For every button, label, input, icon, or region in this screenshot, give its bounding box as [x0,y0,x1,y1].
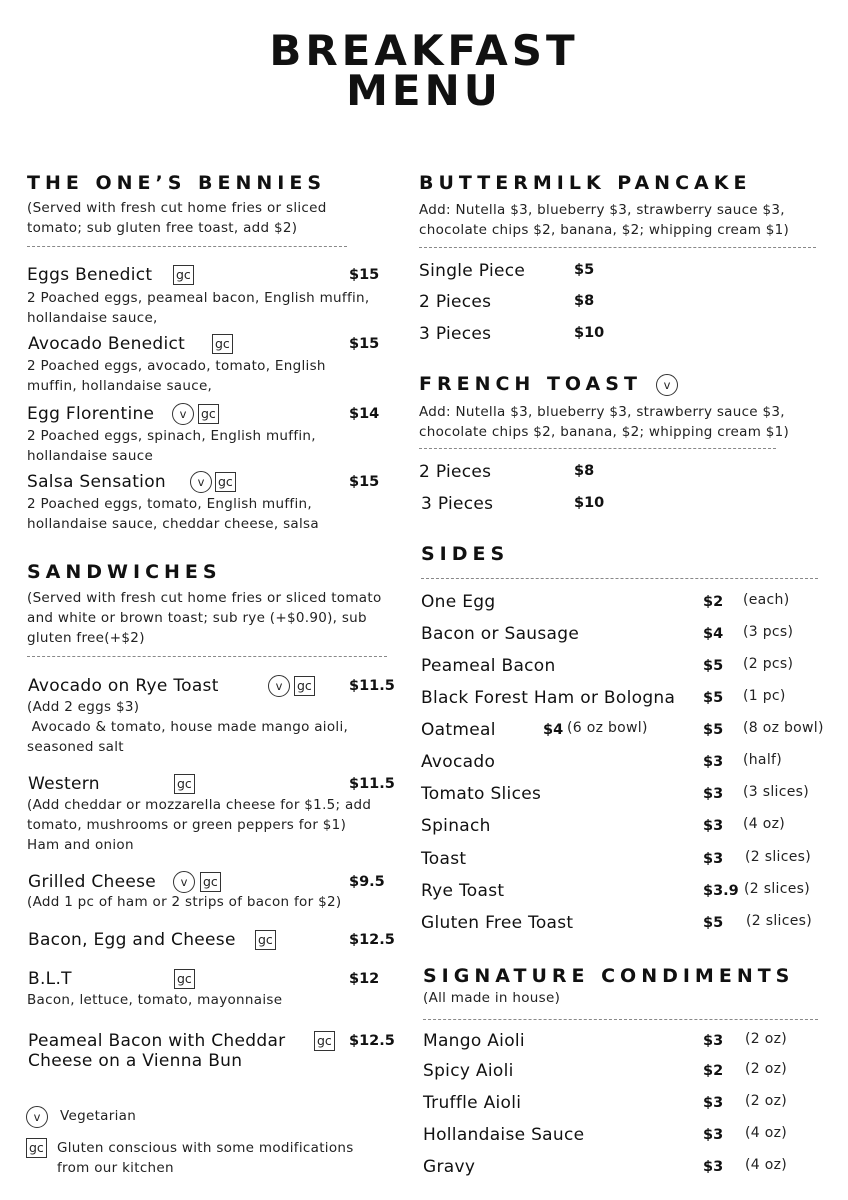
condiment-item-price: $3 [703,1159,724,1175]
menu-item-description: 2 Poached eggs, avocado, tomato, English muffin, hollandaise sauce, [27,358,326,394]
condiment-item-quantity: (4 oz) [745,1125,787,1141]
side-item-price: $5 [703,658,724,674]
menu-item-name: 2 Pieces [419,292,492,312]
side-item-price: $3.9 [703,883,739,899]
vegetarian-icon: v [190,471,212,493]
condiments-divider [423,1019,818,1020]
sandwiches-divider [27,656,387,657]
bennies-note: (Served with fresh cut home fries or sliced tomato; sub gluten free toast, add $2) [27,200,327,236]
sides-section-title: SIDES [421,543,510,565]
menu-item-price: $8 [574,293,595,309]
side-item-name: Avocado [421,752,496,772]
menu-item-description: 2 Poached eggs, peameal bacon, English muffin, hollandaise sauce, [27,290,370,326]
condiment-item-quantity: (2 oz) [745,1031,787,1047]
side-item-quantity: (3 pcs) [743,624,794,640]
side-item-name: Toast [421,849,467,869]
gluten-conscious-legend-icon: gc [26,1138,47,1158]
menu-item-description: Ham and onion [27,837,134,853]
menu-item-name: Egg Florentine [27,404,155,424]
menu-item-addon: (Add 1 pc of ham or 2 strips of bacon for $2) [27,894,342,910]
side-item-quantity: (each) [743,592,790,608]
condiments-section-title: SIGNATURE CONDIMENTS [423,965,795,987]
side-item-name: Peameal Bacon [421,656,556,676]
gluten-conscious-icon: gc [314,1031,335,1051]
side-item-price: $3 [703,851,724,867]
side-item-price: $5 [703,915,724,931]
french-toast-divider [419,448,776,449]
french-toast-note: Add: Nutella $3, blueberry $3, strawberry sauce $3, chocolate chips $2, banana, $2; whipping cream $1) [419,404,790,440]
side-item-quantity: (3 slices) [743,784,809,800]
gluten-conscious-icon: gc [200,872,221,892]
side-item-price: $4 [703,626,724,642]
gluten-conscious-legend-text: Gluten conscious with some modifications [57,1140,354,1156]
menu-item-name: 3 Pieces [421,494,494,514]
menu-item-name: Bacon, Egg and Cheese [28,930,236,950]
side-item-name: One Egg [421,592,496,612]
menu-item-name: Peameal Bacon with Cheddar [28,1031,286,1051]
menu-item-name: B.L.T [28,969,72,989]
menu-item-price: $15 [349,267,380,283]
menu-item-name: 2 Pieces [419,462,492,482]
side-item-name: Bacon or Sausage [421,624,580,644]
menu-item-name: Avocado on Rye Toast [28,676,219,696]
sandwiches-section-title: SANDWICHES [27,561,222,583]
gluten-conscious-icon: gc [174,774,195,794]
menu-item-price: $15 [349,474,380,490]
condiment-item-quantity: (2 oz) [745,1061,787,1077]
sandwiches-note: (Served with fresh cut home fries or sliced tomato and white or brown toast; sub rye (+$0.90), sub gluten free(+$2) [27,590,382,646]
menu-item-price: $14 [349,406,380,422]
gluten-conscious-icon: gc [174,969,195,989]
pancake-section-title: BUTTERMILK PANCAKE [419,172,752,194]
menu-item-price: $8 [574,463,595,479]
menu-item-name: 3 Pieces [419,324,492,344]
menu-item-name: Salsa Sensation [27,472,166,492]
menu-item-name: Avocado Benedict [28,334,186,354]
side-item-quantity: (2 pcs) [743,656,794,672]
vegetarian-icon: v [173,871,195,893]
condiment-item-price: $3 [703,1127,724,1143]
bennies-section-title: THE ONE’S BENNIES [27,172,327,194]
menu-item-price: $9.5 [349,874,385,890]
menu-item-addon: (Add 2 eggs $3) [27,699,140,715]
condiment-item-name: Hollandaise Sauce [423,1125,585,1145]
vegetarian-icon: v [268,675,290,697]
side-item-name: Black Forest Ham or Bologna [421,688,676,708]
side-item-quantity: (2 slices) [746,913,812,929]
menu-item-description: 2 Poached eggs, spinach, English muffin, hollandaise sauce [27,428,316,464]
condiment-item-price: $3 [703,1095,724,1111]
condiment-item-name: Gravy [423,1157,476,1177]
condiment-item-quantity: (2 oz) [745,1093,787,1109]
menu-item-price: $11.5 [349,776,395,792]
menu-item-name: Grilled Cheese [28,872,157,892]
side-item-price: $3 [703,818,724,834]
vegetarian-icon: v [172,403,194,425]
side-item-quantity: (2 slices) [745,849,811,865]
side-item-name: Oatmeal [421,720,496,740]
side-item-name: Rye Toast [421,881,505,901]
menu-item-price: $11.5 [349,678,395,694]
side-item-small-price: $4 [543,722,564,738]
side-item-small-quantity: (6 oz bowl) [567,720,648,736]
bennies-divider [27,246,347,247]
side-item-quantity: (half) [743,752,782,768]
menu-title-line1: BREAKFAST [269,26,579,75]
side-item-name: Gluten Free Toast [421,913,574,933]
menu-item-description: Bacon, lettuce, tomato, mayonnaise [27,992,283,1008]
gluten-conscious-icon: gc [212,334,233,354]
side-item-price: $3 [703,754,724,770]
menu-item-name: Western [28,774,100,794]
menu-item-price: $12 [349,971,380,987]
condiment-item-price: $3 [703,1033,724,1049]
gluten-conscious-icon: gc [198,404,219,424]
menu-item-price: $10 [574,325,605,341]
pancake-note: Add: Nutella $3, blueberry $3, strawberry sauce $3, chocolate chips $2, banana, $2; whipping cream $1) [419,202,790,238]
menu-item-price: $15 [349,336,380,352]
side-item-price: $3 [703,786,724,802]
vegetarian-legend-icon: v [26,1106,48,1128]
condiment-item-name: Truffle Aioli [423,1093,522,1113]
condiment-item-quantity: (4 oz) [745,1157,787,1173]
gluten-conscious-legend-text-line2: from our kitchen [57,1160,174,1176]
menu-item-name-line2: Cheese on a Vienna Bun [28,1051,243,1071]
condiment-item-price: $2 [703,1063,724,1079]
side-item-name: Tomato Slices [421,784,542,804]
menu-item-price: $10 [574,495,605,511]
menu-item-name: Single Piece [419,261,526,281]
pancake-divider [419,247,816,248]
menu-item-description: Avocado & tomato, house made mango aioli, seasoned salt [27,719,353,755]
vegetarian-icon: v [656,374,678,396]
side-item-quantity: (4 oz) [743,816,785,832]
gluten-conscious-icon: gc [215,472,236,492]
gluten-conscious-icon: gc [173,265,194,285]
side-item-price: $5 [703,722,724,738]
side-item-price: $5 [703,690,724,706]
menu-item-name: Eggs Benedict [27,265,153,285]
side-item-quantity: (1 pc) [743,688,786,704]
side-item-price: $2 [703,594,724,610]
sides-divider [421,578,818,579]
menu-item-price: $12.5 [349,932,395,948]
menu-item-price: $12.5 [349,1033,395,1049]
condiment-item-name: Mango Aioli [423,1031,525,1051]
menu-item-price: $5 [574,262,595,278]
menu-item-addon: (Add cheddar or mozzarella cheese for $1.5; add tomato, mushrooms or green peppers for $1) [27,797,372,833]
menu-item-description: 2 Poached eggs, tomato, English muffin, hollandaise sauce, cheddar cheese, salsa [27,496,319,532]
side-item-quantity: (8 oz bowl) [743,720,824,736]
condiment-item-name: Spicy Aioli [423,1061,514,1081]
gluten-conscious-icon: gc [294,676,315,696]
vegetarian-legend-text: Vegetarian [60,1108,137,1124]
menu-title-line2: MENU [346,66,502,115]
condiments-note: (All made in house) [423,990,561,1006]
side-item-name: Spinach [421,816,491,836]
side-item-quantity: (2 slices) [744,881,810,897]
gluten-conscious-icon: gc [255,930,276,950]
french-toast-section-title: FRENCH TOAST [419,373,642,395]
